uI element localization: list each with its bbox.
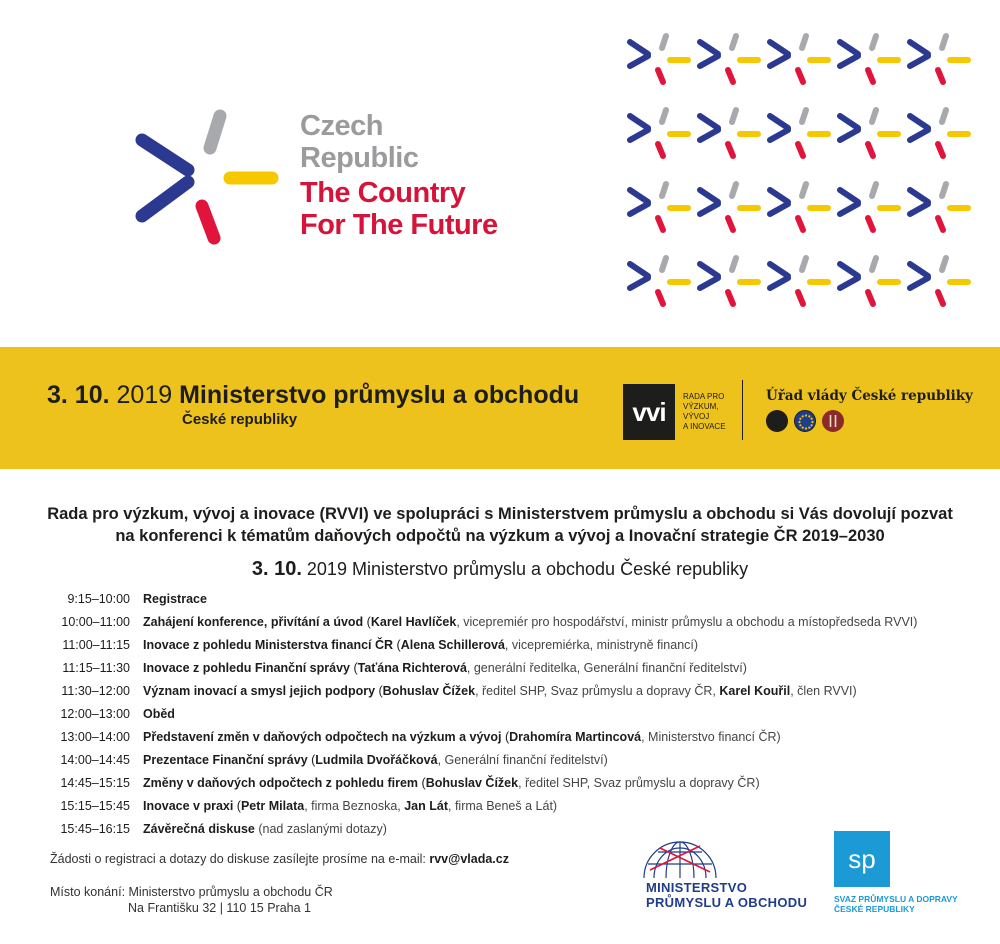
mpo-globe-logo bbox=[640, 834, 720, 880]
eu-flag-icon bbox=[794, 410, 816, 432]
pattern-mark bbox=[840, 258, 898, 304]
pattern-mark bbox=[630, 184, 688, 230]
pattern-mark bbox=[770, 110, 828, 156]
pattern-mark bbox=[700, 184, 758, 230]
pattern-mark bbox=[840, 110, 898, 156]
band-venue-sub: České republiky bbox=[182, 411, 298, 428]
pattern-mark bbox=[910, 258, 968, 304]
pattern-mark bbox=[910, 184, 968, 230]
invitation-line-1: Rada pro výzkum, vývoj a inovace (RVVI) ve spolupráci s Ministerstvem průmyslu a obchodu si Vás dovolují pozvat bbox=[47, 505, 953, 523]
pattern-mark bbox=[910, 36, 968, 82]
pattern-mark bbox=[770, 258, 828, 304]
pattern-mark bbox=[700, 110, 758, 156]
brand-line-czech: Czech bbox=[300, 110, 383, 142]
logo-divider bbox=[742, 380, 743, 440]
pattern-mark bbox=[630, 110, 688, 156]
invitation-text bbox=[0, 503, 1000, 547]
rvvi-logo-text: RADA PRO VÝZKUM, VÝVOJ A INOVACE bbox=[683, 392, 726, 431]
sp-logo-text: SVAZ PRŮMYSLU A DOPRAVY ČESKÉ REPUBLIKY bbox=[834, 894, 958, 914]
pattern-mark bbox=[630, 36, 688, 82]
pattern-mark bbox=[770, 184, 828, 230]
band-date bbox=[47, 381, 579, 410]
brand-line-republic: Republic bbox=[300, 142, 419, 174]
mpo-logo-text: MINISTERSTVO PRŮMYSLU A OBCHODU bbox=[646, 880, 808, 910]
contact-email-link[interactable]: rvv@vlada.cz bbox=[429, 852, 509, 866]
pattern-mark bbox=[770, 36, 828, 82]
pattern-mark bbox=[700, 36, 758, 82]
sp-logo: sp bbox=[834, 831, 890, 887]
pattern-mark bbox=[630, 258, 688, 304]
event-date-venue bbox=[0, 558, 1000, 581]
rvvi-logo: vvi bbox=[623, 384, 675, 440]
czech-republic-logo-mark bbox=[130, 108, 280, 248]
brand-slogan bbox=[300, 112, 498, 243]
pattern-mark bbox=[700, 258, 758, 304]
event-year-venue: 2019 Ministerstvo průmyslu a obchodu České republiky bbox=[306, 559, 749, 579]
invitation-line-2: na konferenci k tématům daňových odpočtů na výzkum a vývoj a Inovační strategie ČR 2019–2030 bbox=[115, 527, 885, 545]
pattern-mark bbox=[840, 184, 898, 230]
band-venue: Ministerstvo průmyslu a obchodu bbox=[179, 381, 580, 409]
pattern-mark bbox=[910, 110, 968, 156]
registration-note: Žádosti o registraci a dotazy do diskuse zasílejte prosíme na e-mail: rvv@vlada.cz bbox=[50, 852, 509, 866]
urad-vlady-title: Úřad vlády České republiky bbox=[766, 388, 973, 404]
brand-line-future: For The Future bbox=[300, 209, 498, 241]
logo-pattern-grid bbox=[620, 28, 980, 328]
council-emblem-icon bbox=[822, 410, 844, 432]
czech-coat-of-arms-icon bbox=[766, 410, 788, 432]
brand-line-country: The Country bbox=[300, 177, 466, 209]
band-date-year: 2019 bbox=[116, 381, 173, 409]
venue-label: Místo konání: Ministerstvo průmyslu a obchodu ČR bbox=[50, 885, 333, 899]
band-date-day: 3. 10. bbox=[47, 381, 110, 409]
pattern-mark bbox=[840, 36, 898, 82]
event-date: 3. 10. bbox=[251, 558, 302, 580]
venue-address: Na Františku 32 | 110 15 Praha 1 bbox=[128, 901, 311, 915]
